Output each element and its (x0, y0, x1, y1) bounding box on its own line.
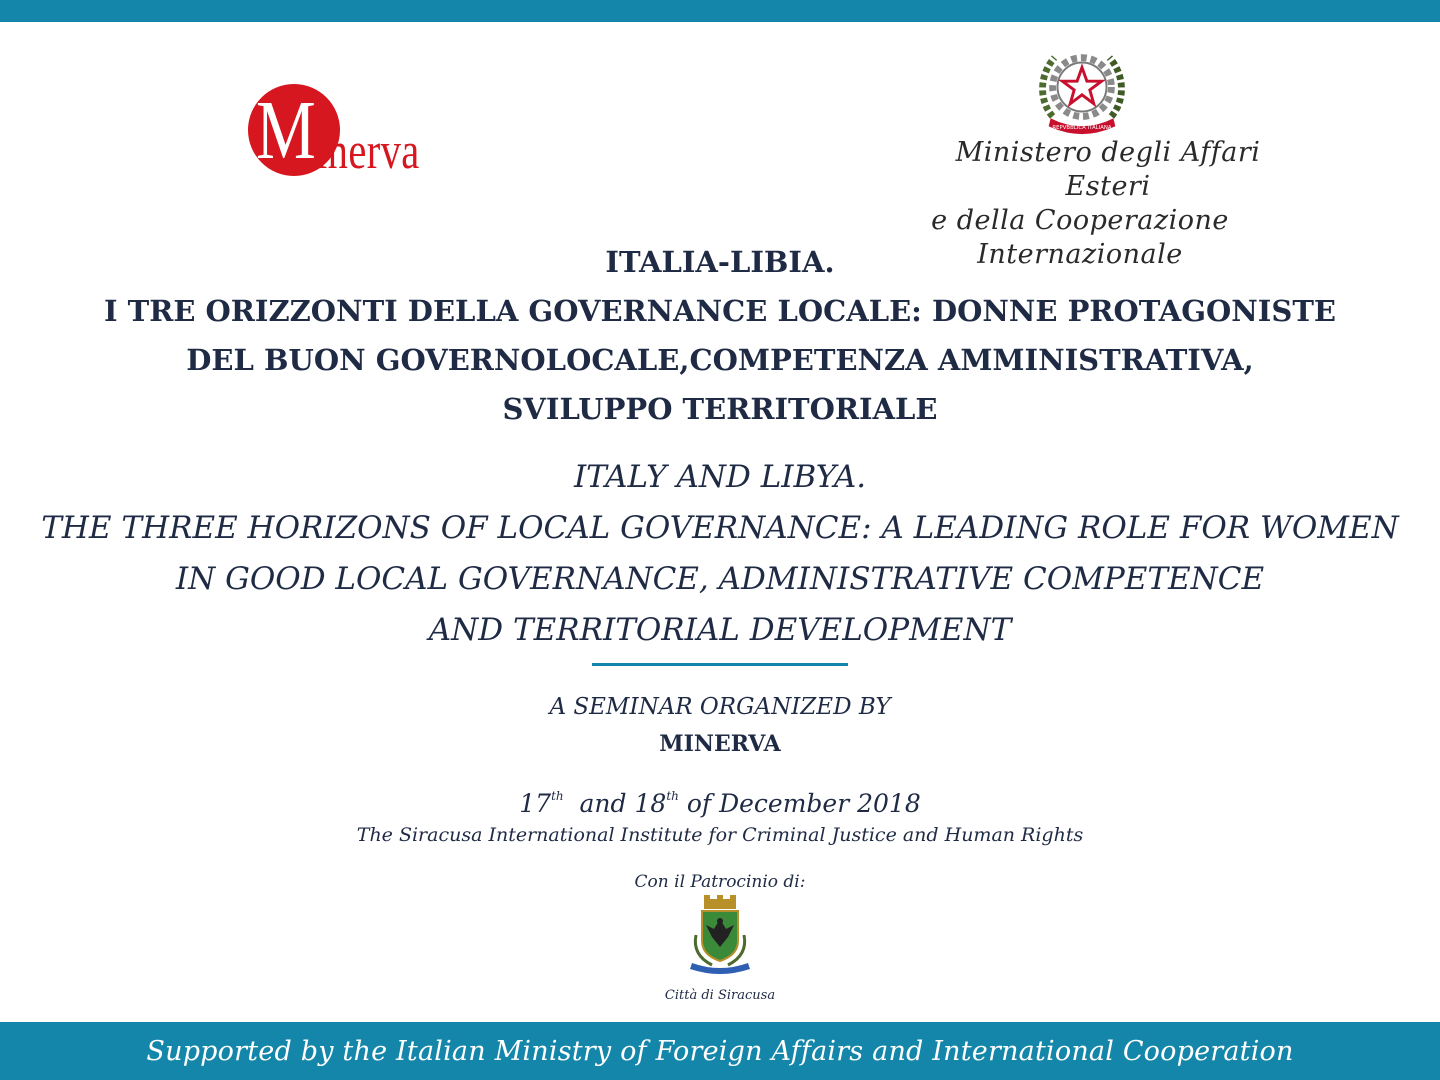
event-dates (0, 778, 1440, 822)
title-italian (0, 238, 1440, 434)
minerva-logo-wordmark: inerva (316, 123, 420, 180)
title-italian-line: SVILUPPO TERRITORIALE (502, 392, 938, 426)
ministry-name-line1: Ministero degli Affari Esteri (955, 137, 1261, 202)
date-day2: 18 (634, 789, 667, 818)
date-connector: and (579, 789, 627, 818)
title-english-line: IN GOOD LOCAL GOVERNANCE, ADMINISTRATIVE COMPETENCE (175, 561, 1265, 597)
top-accent-bar (0, 0, 1440, 22)
city-name: Città di Siracusa (664, 988, 776, 1003)
section-divider (592, 663, 848, 666)
title-italian-line: I TRE ORIZZONTI DELLA GOVERNANCE LOCALE: DONNE PROTAGONISTE (103, 294, 1337, 328)
organized-by-label: A SEMINAR ORGANIZED BY (549, 694, 891, 720)
date-day2-suffix: th (666, 789, 679, 803)
title-english-line: ITALY AND LIBYA. (573, 459, 867, 495)
title-italian-line: DEL BUON GOVERNOLOCALE,COMPETENZA AMMINISTRATIVA, (186, 343, 1254, 377)
patronage-label: Con il Patrocinio di: (634, 872, 806, 892)
date-day1-suffix: th (551, 789, 564, 803)
title-english-line: THE THREE HORIZONS OF LOCAL GOVERNANCE: A LEADING ROLE FOR WOMEN (41, 510, 1399, 546)
minerva-logo (248, 84, 478, 180)
title-english (0, 452, 1440, 656)
date-day1: 17 (519, 789, 552, 818)
minerva-logo-m: M (256, 84, 316, 177)
italian-republic-emblem-icon (1033, 40, 1131, 138)
title-italian-line: ITALIA-LIBIA. (605, 245, 835, 279)
ministry-name-line2: e della Cooperazione Internazionale (931, 205, 1229, 270)
siracusa-coat-of-arms-icon (686, 895, 754, 977)
venue: The Siracusa International Institute for Criminal Justice and Human Rights (356, 824, 1084, 846)
emblem-ribbon-text: REPVBBLICA ITALIANA (1052, 125, 1112, 132)
date-rest: of December 2018 (686, 789, 921, 818)
footer-text: Supported by the Italian Ministry of Foreign Affairs and International Cooperation (146, 1035, 1294, 1067)
footer-bar (0, 1022, 1440, 1080)
organizer-name: MINERVA (659, 731, 781, 757)
title-english-line: AND TERRITORIAL DEVELOPMENT (428, 612, 1012, 648)
